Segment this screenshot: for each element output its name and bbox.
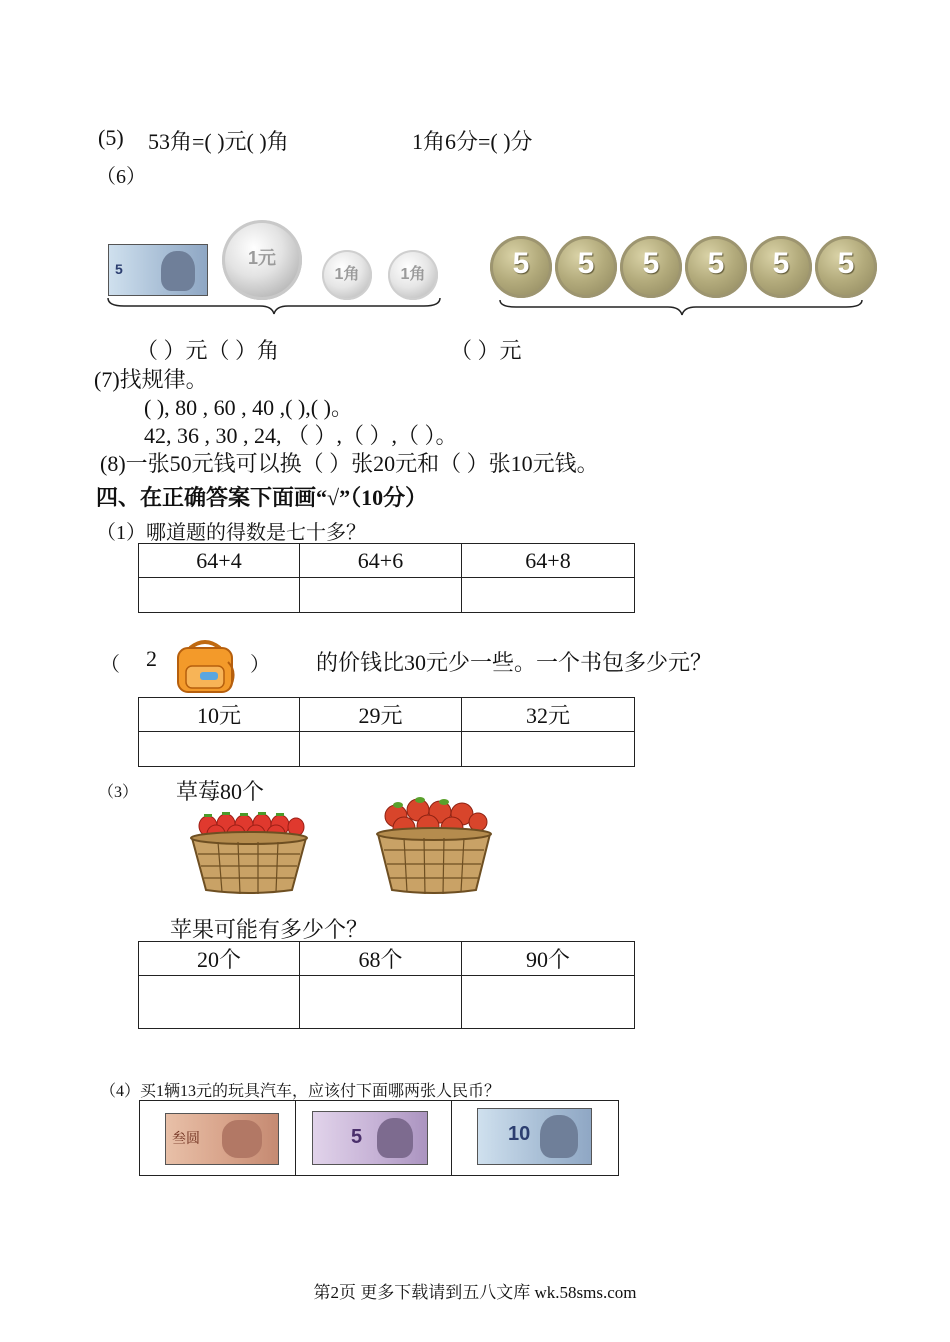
note-denomination: 叁圆 <box>172 1132 200 1147</box>
p2-number: 2 <box>146 646 157 671</box>
p1-answer-cell[interactable] <box>462 578 635 613</box>
q6-label: （6） <box>96 166 146 188</box>
portrait-icon <box>540 1115 578 1158</box>
q7-line1: ( ), 80 , 60 , 40 ,( ),( )。 <box>144 395 353 420</box>
brace-right <box>496 296 866 320</box>
section4-title: 四、在正确答案下面画“√”（10分） <box>96 485 428 510</box>
schoolbag-icon <box>172 638 238 696</box>
strawberry-basket-image <box>188 804 310 896</box>
p4-question: （4）买1辆13元的玩具汽车，应该付下面哪两张人民币？ <box>100 1083 501 1100</box>
one-jiao-coin-image: 1角 <box>388 250 438 300</box>
p2-close-paren: ） <box>250 654 270 676</box>
q5-part1: 53角=( )元( )角 <box>148 129 289 154</box>
five-jiao-coin-image: 5 <box>620 236 682 298</box>
ten-yuan-note-image <box>108 244 208 296</box>
note-denomination: 5 <box>351 1126 363 1148</box>
q5-label: (5) <box>98 125 124 150</box>
portrait-icon <box>377 1118 413 1158</box>
five-jiao-coin-image: 5 <box>815 236 877 298</box>
coin-text: 1元 <box>247 248 276 268</box>
p2-answer-table <box>138 697 635 767</box>
p3-question: 苹果可能有多少个？ <box>170 917 369 942</box>
q6-answer-right: （ ）元 <box>450 338 522 363</box>
p3-strawberry-text: 草莓80个 <box>176 779 265 804</box>
five-jiao-coin-image: 5 <box>555 236 617 298</box>
p1-answer-cell[interactable] <box>300 578 462 613</box>
p1-option: 64+6 <box>300 544 462 578</box>
five-yuan-note-image <box>312 1111 428 1165</box>
q7-line2: 42, 36 , 30 , 24, （ ）,（ ）,（ ）。 <box>144 423 458 448</box>
five-jiao-coin-image: 5 <box>490 236 552 298</box>
p3-label: （3） <box>98 784 139 801</box>
p3-answer-cell[interactable] <box>139 976 300 1029</box>
p3-answer-cell[interactable] <box>462 976 635 1029</box>
p1-question: （1）哪道题的得数是七十多？ <box>96 522 366 544</box>
p2-open-paren: （ <box>100 654 120 676</box>
p3-answer-table <box>138 941 635 1029</box>
q7-label: (7)找规律。 <box>94 367 208 392</box>
p3-option: 68个 <box>300 942 462 976</box>
apple-basket-image <box>374 796 494 896</box>
p3-answer-cell[interactable] <box>300 976 462 1029</box>
p2-option: 29元 <box>300 698 462 732</box>
five-jiao-coin-image: 5 <box>685 236 747 298</box>
q5-part2: 1角6分=( )分 <box>412 129 533 154</box>
q8-text: (8)一张50元钱可以换（ ）张20元和（ ）张10元钱。 <box>100 451 599 476</box>
p2-answer-cell[interactable] <box>139 732 300 767</box>
three-yuan-note-image <box>165 1113 279 1165</box>
p3-option: 90个 <box>462 942 635 976</box>
brace-left <box>104 294 444 318</box>
q6-answer-left: （ ）元（ ）角 <box>136 338 280 363</box>
note-denomination: 10 <box>508 1123 531 1145</box>
p2-option: 32元 <box>462 698 635 732</box>
one-yuan-coin-image <box>222 220 302 300</box>
five-jiao-coin-image: 5 <box>750 236 812 298</box>
p2-question: 的价钱比30元少一些。一个书包多少元？ <box>316 650 713 675</box>
p2-answer-cell[interactable] <box>462 732 635 767</box>
portrait-icon <box>222 1120 262 1158</box>
ten-yuan-note-image <box>477 1108 592 1165</box>
p1-option: 64+8 <box>462 544 635 578</box>
p2-option: 10元 <box>139 698 300 732</box>
p3-option: 20个 <box>139 942 300 976</box>
p2-answer-cell[interactable] <box>300 732 462 767</box>
page-footer: 第2页 更多下载请到五八文库 wk.58sms.com <box>313 1283 637 1302</box>
p1-option: 64+4 <box>139 544 300 578</box>
p1-answer-table <box>138 543 635 613</box>
p1-answer-cell[interactable] <box>139 578 300 613</box>
one-jiao-coin-image: 1角 <box>322 250 372 300</box>
portrait-icon <box>161 251 195 291</box>
note-denomination: 5 <box>115 261 123 277</box>
